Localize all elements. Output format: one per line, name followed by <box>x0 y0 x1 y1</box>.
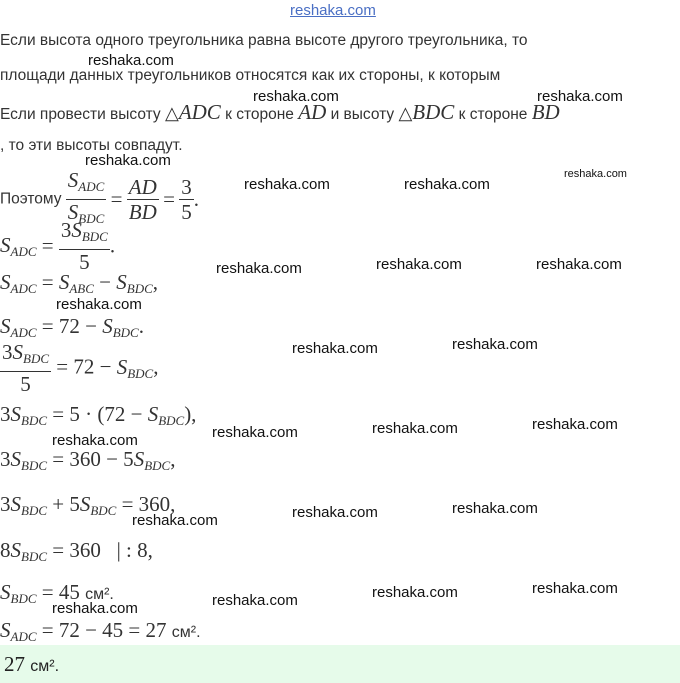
text-part: к стороне <box>225 106 294 123</box>
text-line-2: площади данных треугольников относятся как их стороны, к которым <box>0 67 501 84</box>
equation-5: $3S_{BDC} = 5 \cdot (72 - S_{BDC})$, <box>0 402 197 428</box>
therefore-label: Поэтому <box>0 190 62 208</box>
watermark: reshaka.com <box>376 256 462 273</box>
watermark: reshaka.com <box>452 336 538 353</box>
equation-2: $S_{ADC} = S_{ABC} - S_{BDC}$, <box>0 270 158 296</box>
watermark: reshaka.com <box>292 340 378 357</box>
fraction-sides: $\frac{AD}{BD}$ <box>128 175 157 224</box>
watermark: reshaka.com <box>537 88 623 105</box>
watermark: reshaka.com <box>532 416 618 433</box>
math-bdc: BDC <box>412 100 455 124</box>
watermark: reshaka.com <box>88 52 174 69</box>
watermark: reshaka.com <box>564 168 627 180</box>
text-line-4: , то эти высоты совпадут. <box>0 137 183 154</box>
watermark: reshaka.com <box>212 592 298 609</box>
text-line-1: Если высота одного треугольника равна высоте другого треугольника, то <box>0 32 528 49</box>
watermark: reshaka.com <box>536 256 622 273</box>
triangle-symbol: △ <box>164 103 179 123</box>
watermark: reshaka.com <box>216 260 302 277</box>
watermark: reshaka.com <box>452 500 538 517</box>
triangle-symbol: △ <box>398 103 413 123</box>
text-part: Если провести высоту <box>0 106 161 123</box>
equation-10: $S_{ADC} = 72 - 45 = 27$ см². <box>0 618 201 644</box>
watermark: reshaka.com <box>532 580 618 597</box>
watermark: reshaka.com <box>372 584 458 601</box>
equation-9: $S_{BDC} = 45$ см². <box>0 580 114 606</box>
fraction-area: $\frac{S_{ADC}}{S_{BDC}}$ <box>67 168 105 226</box>
watermark: reshaka.com <box>292 504 378 521</box>
equation-8: $8S_{BDC} = 360$ | : 8, <box>0 538 153 564</box>
equation-3: $S_{ADC} = 72 - S_{BDC}$. <box>0 314 144 340</box>
watermark: reshaka.com <box>372 420 458 437</box>
text-part: к стороне <box>458 106 528 123</box>
site-link[interactable]: reshaka.com <box>290 2 376 19</box>
equation-6: $3S_{BDC} = 360 - 5S_{BDC}$, <box>0 447 176 473</box>
watermark: reshaka.com <box>132 512 218 529</box>
watermark: reshaka.com <box>52 432 138 449</box>
ratio-line: Поэтому $\frac{S_{ADC}}{S_{BDC}}$ = $\frac{AD}{BD}$ = $\frac{3}{5}$ . <box>0 168 199 231</box>
watermark: reshaka.com <box>253 88 339 105</box>
equation-1: $S_{ADC}$ = $\frac{3S_{BDC}}{5}$ . <box>0 218 116 274</box>
watermark: reshaka.com <box>56 296 142 313</box>
watermark: reshaka.com <box>244 176 330 193</box>
watermark: reshaka.com <box>52 600 138 617</box>
text-part: и высоту <box>330 106 395 123</box>
watermark: reshaka.com <box>85 152 171 169</box>
watermark: reshaka.com <box>212 424 298 441</box>
fraction-three-fifths: $\frac{3}{5}$ <box>181 175 192 224</box>
equation-7: $3S_{BDC} + 5S_{BDC} = 360$, <box>0 492 176 518</box>
watermark: reshaka.com <box>404 176 490 193</box>
equation-4: $\frac{3S_{BDC}}{5}$ = $72 - S_{BDC}$, <box>2 340 159 396</box>
answer-box <box>0 645 680 683</box>
math-adc: ADC <box>178 100 221 124</box>
math-bd: BD <box>531 100 560 124</box>
math-ad: AD <box>298 100 327 124</box>
answer: 27 см². <box>4 652 60 676</box>
